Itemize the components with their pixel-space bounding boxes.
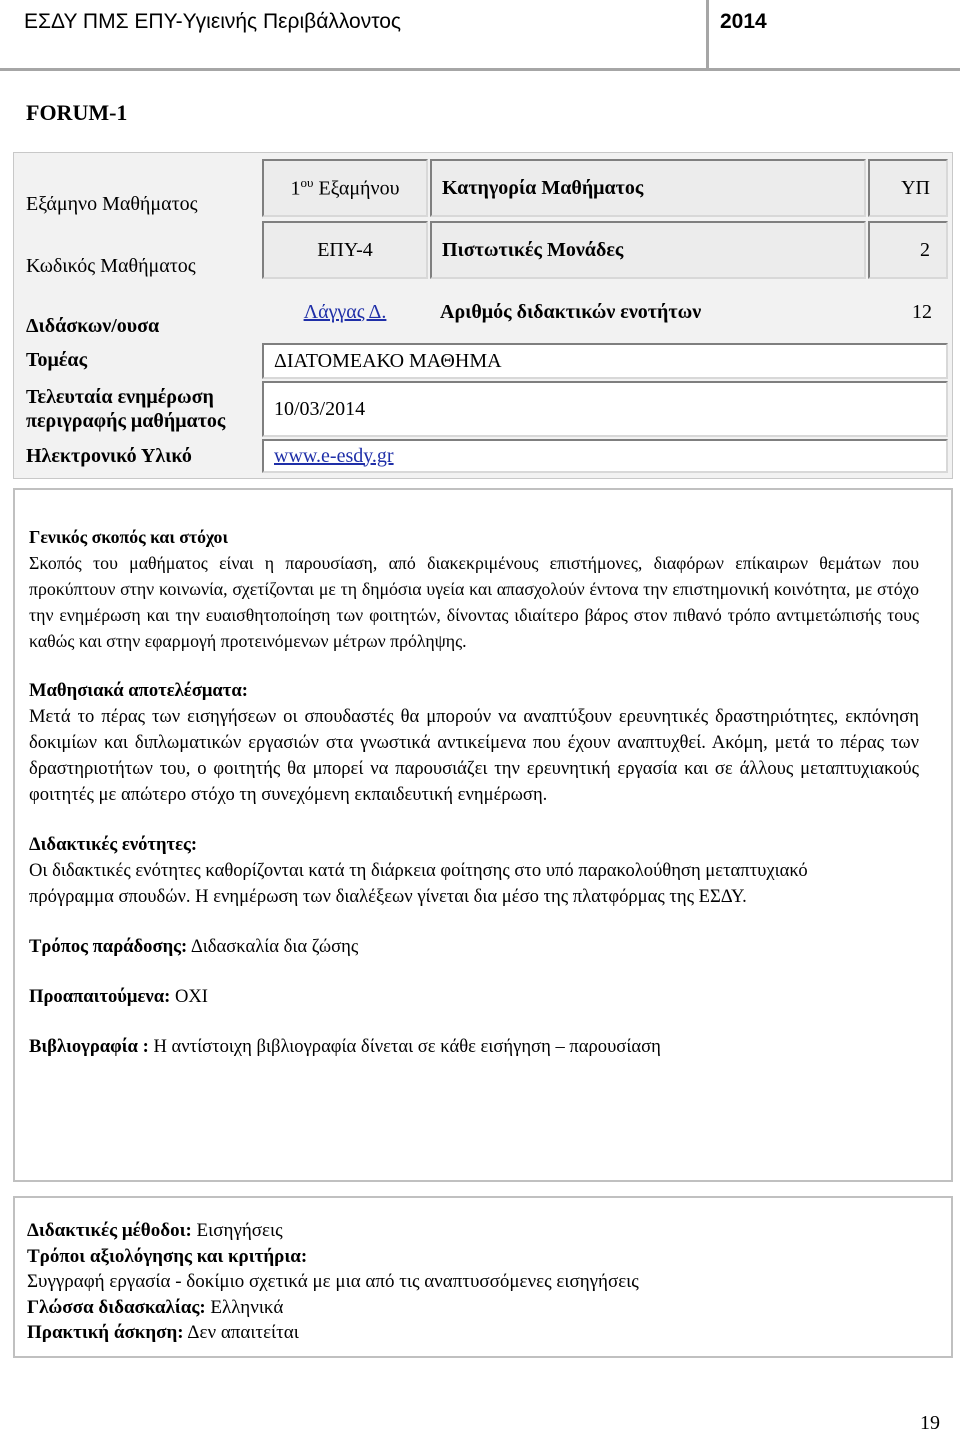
methods-label: Διδακτικές μέθοδοι: [27, 1220, 192, 1241]
category-label: Κατηγορία Μαθήματος [430, 159, 866, 217]
assessment-value: Συγγραφή εργασία - δοκίμιο σχετικά με μια από τις αναπτυσσόμενες εισηγήσεις [27, 1271, 639, 1292]
practice-line [27, 1320, 639, 1346]
delivery-label: Τρόπος παράδοσης: [29, 936, 188, 957]
biblio-line [29, 1034, 919, 1060]
language-label: Γλώσσα διδασκαλίας: [27, 1296, 206, 1318]
semester-label: Εξάμηνο Μαθήματος [26, 193, 198, 215]
updated-value: 10/03/2014 [262, 381, 948, 437]
language-value: Ελληνικά [210, 1296, 284, 1318]
credits-label: Πιστωτικές Μονάδες [430, 221, 866, 279]
units-section [29, 832, 849, 910]
material-label: Ηλεκτρονικό Υλικό [26, 445, 192, 467]
code-label: Κωδικός Μαθήματος [26, 255, 196, 277]
course-methods-box [13, 1196, 953, 1358]
units-value: 12 [912, 300, 932, 323]
instructor-label: Διδάσκων/ουσα [26, 315, 160, 337]
category-value: ΥΠ [868, 159, 948, 217]
instructor-value[interactable] [262, 283, 428, 341]
header-rule [0, 68, 960, 71]
credits-value: 2 [868, 221, 948, 279]
practice-value: Δεν απαιτείται [187, 1322, 299, 1343]
semester-value: $1^{o\upsilon}$ Εξαμήνου [262, 159, 428, 217]
assessment-label: Τρόποι αξιολόγησης και κριτήρια: [27, 1245, 308, 1267]
course-description [29, 524, 919, 1084]
material-link[interactable]: www.e-esdy.gr [274, 444, 394, 467]
units-label: Αριθμός διδακτικών ενοτήτων [440, 300, 702, 323]
course-description-box [13, 488, 953, 1182]
header-year: 2014 [720, 10, 767, 33]
prereq-line [29, 984, 919, 1010]
goals-section [29, 524, 919, 654]
delivery-line [29, 934, 919, 960]
outcomes-heading: Μαθησιακά αποτελέσματα: [29, 680, 248, 701]
language-line [27, 1295, 639, 1321]
prereq-value: ΟΧΙ [174, 986, 209, 1007]
units-heading: Διδακτικές ενότητες: [29, 834, 198, 855]
course-info-table [13, 152, 953, 479]
instructor-link[interactable]: Λάγγας Δ. [303, 300, 387, 323]
code-value: ΕΠΥ-4 [262, 221, 428, 279]
forum-title: FORUM-1 [26, 100, 128, 125]
assessment-heading-line [27, 1244, 639, 1270]
header-divider [706, 0, 709, 70]
header-title: ΕΣΔΥ ΠΜΣ ΕΠΥ-Υγιεινής Περιβάλλοντος [24, 10, 402, 33]
delivery-value: Διδασκαλία δια ζώσης [190, 936, 359, 957]
sector-label: Τομέας [26, 349, 88, 371]
prereq-label: Προαπαιτούμενα: [29, 986, 171, 1007]
methods-line [27, 1218, 639, 1244]
methods-value: Εισηγήσεις [196, 1220, 283, 1241]
practice-label: Πρακτική άσκηση: [27, 1322, 184, 1343]
course-methods [27, 1218, 639, 1346]
biblio-label: Βιβλιογραφία : [29, 1036, 149, 1057]
page-header [0, 0, 960, 72]
outcomes-section [29, 678, 919, 808]
outcomes-text: Μετά το πέρας των εισηγήσεων οι σπουδαστές θα μπορούν να αναπτύξουν ερευνητικές δραστηριότητες, εκπόνηση δοκιμίων και διπλωματικών εργασιών στα γνωστικά αντικείμενα που έχουν αναπτυχθεί. Ακόμη, μετά το πέρας των δραστηριοτήτων του, ο φοιτητής θα μπορεί να παρουσιάζει την ερευνητική εργασία και σε άλλους μεταπτυχιακούς φοιτητές με απώτερο στόχο τη συνεχόμενη εκπαιδευτική ενημέρωση. [29, 706, 919, 805]
material-value[interactable] [262, 439, 948, 473]
units-text: Οι διδακτικές ενότητες καθορίζονται κατά τη διάρκεια φοίτησης στο υπό παρακολούθηση μεταπτυχιακό πρόγραμμα σπουδών. Η ενημέρωση των διαλέξεων γίνεται δια μέσο της πλατφόρμας της ΕΣΔΥ. [29, 860, 808, 907]
goals-text: Σκοπός του μαθήματος είναι η παρουσίαση, από διακεκριμένους επιστήμονες, διαφόρων επίκαιρων θεμάτων που προκύπτουν στην κοινωνία, σχετίζονται με τη δημόσια υγεία και απασχολούν έντονα την επιστημονική κοινότητα, με στόχο την ενημέρωση και την ευαισθητοποίηση των φοιτητών, δίνοντας ιδιαίτερο βάρος στον πιθανό τρόπο αντιμετώπισής τους καθώς και στην εφαρμογή προτεινόμενων μέτρων πρόληψης. [29, 553, 919, 651]
goals-heading: Γενικός σκοπός και στόχοι [29, 527, 228, 547]
sector-value: ΔΙΑΤΟΜΕΑΚΟ ΜΑΘΗΜΑ [262, 343, 948, 379]
page-number: 19 [920, 1412, 940, 1434]
updated-label: Τελευταία ενημέρωση περιγραφής μαθήματος [26, 386, 226, 432]
biblio-value: Η αντίστοιχη βιβλιογραφία δίνεται σε κάθε εισήγηση – παρουσίαση [153, 1036, 661, 1057]
